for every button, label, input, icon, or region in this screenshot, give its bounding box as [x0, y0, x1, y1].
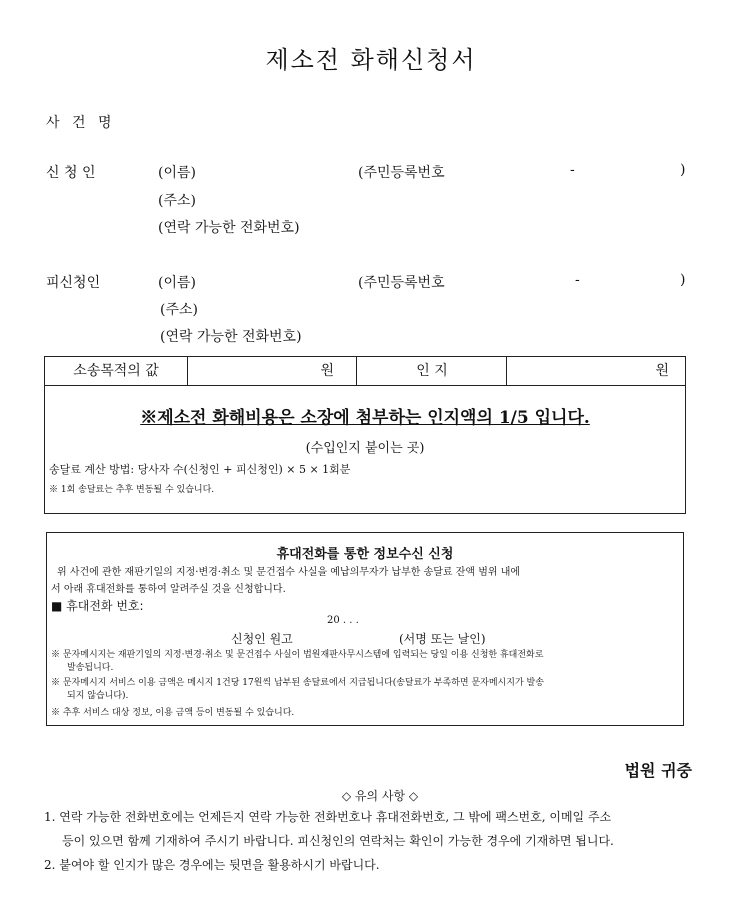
fee-table: [44, 356, 686, 514]
note-item-2: 2. 붙여야 할 인지가 많은 경우에는 뒷면을 활용하시기 바랍니다.: [44, 858, 380, 872]
respondent-label: 피신청인: [46, 275, 101, 291]
sms-date: 20 . . .: [327, 615, 359, 626]
sms-note2-line1: ※ 문자메시지 서비스 이용 금액은 메시지 1건당 17원씩 납부된 송달료에서 지급됩니다(송달료가 부족하면 문자메시지가 발송: [51, 678, 544, 688]
court-addressee: 법원 귀중: [624, 761, 692, 780]
respondent-rrn-dash: -: [575, 272, 580, 288]
claim-value-label: 소송목적의 값: [73, 363, 159, 379]
stamp-label: 인 지: [416, 363, 448, 379]
sms-signer: 신청인 원고: [231, 632, 293, 646]
sign-label: (서명 또는 날인): [399, 632, 486, 646]
stamp-won: 원: [655, 363, 669, 379]
note-item-1-line1: 1. 연락 가능한 전화번호에는 언제든지 연락 가능한 전화번호나 휴대전화번호, 그 밖에 팩스번호, 이메일 주소: [44, 810, 612, 824]
sms-note2-line2: 되지 않습니다).: [67, 691, 129, 701]
sms-note1-line1: ※ 문자메시지는 재판기일의 지정·변경·취소 및 문건접수 사실이 법원재판사무시스템에 입력되는 당일 이용 신청한 휴대전화로: [51, 650, 544, 660]
fee-row: [45, 357, 685, 386]
sms-title: 휴대전화를 통한 정보수신 신청: [276, 547, 454, 562]
respondent-name-label: (이름): [158, 275, 196, 291]
case-name-label: 사 건 명: [46, 115, 116, 131]
sms-body-line2: 서 아래 휴대전화를 통하여 알려주실 것을 신청합니다.: [51, 584, 286, 595]
respondent-phone-label: (연락 가능한 전화번호): [160, 329, 302, 345]
respondent-address-label: (주소): [160, 302, 198, 318]
fee-notice: ※제소전 화해비용은 소장에 첨부하는 인지액의 1/5 입니다.: [140, 408, 590, 428]
applicant-name-label: (이름): [158, 165, 196, 181]
sms-body-line1: 위 사건에 관한 재판기일의 지정·변경·취소 및 문건접수 사실을 예납의무자가 납부한 송달료 잔액 범위 내에: [57, 567, 521, 578]
sms-note3: ※ 추후 서비스 대상 정보, 이용 금액 등이 변동될 수 있습니다.: [51, 708, 295, 718]
respondent-rrn-label: (주민등록번호: [358, 275, 445, 291]
applicant-rrn-label: (주민등록번호: [358, 165, 445, 181]
notes-heading: ◇ 유의 사항 ◇: [341, 789, 419, 803]
note-item-1-line2: 등이 있으면 함께 기재하여 주시기 바랍니다. 피신청인의 연락처는 확인이 가능한 경우에 기재하면 됩니다.: [62, 834, 614, 848]
sms-request-box: [46, 532, 684, 726]
claim-value-won: 원: [320, 363, 334, 379]
applicant-label: 신 청 인: [46, 165, 96, 181]
mobile-number-label: ■ 휴대전화 번호:: [51, 599, 144, 613]
respondent-rrn-close: ): [680, 272, 686, 288]
applicant-phone-label: (연락 가능한 전화번호): [158, 220, 300, 236]
applicant-address-label: (주소): [158, 193, 196, 209]
applicant-rrn-dash: -: [570, 162, 575, 178]
postage-method: 송달료 계산 방법: 당사자 수(신청인 + 피신청인) × 5 × 1회분: [49, 463, 351, 476]
applicant-rrn-close: ): [680, 162, 686, 178]
stamp-place-label: (수입인지 붙이는 곳): [305, 441, 425, 456]
sms-note1-line2: 발송됩니다.: [67, 663, 114, 673]
postage-note: ※ 1회 송달료는 추후 변동될 수 있습니다.: [49, 485, 215, 495]
page-title: 제소전 화해신청서: [265, 46, 477, 74]
